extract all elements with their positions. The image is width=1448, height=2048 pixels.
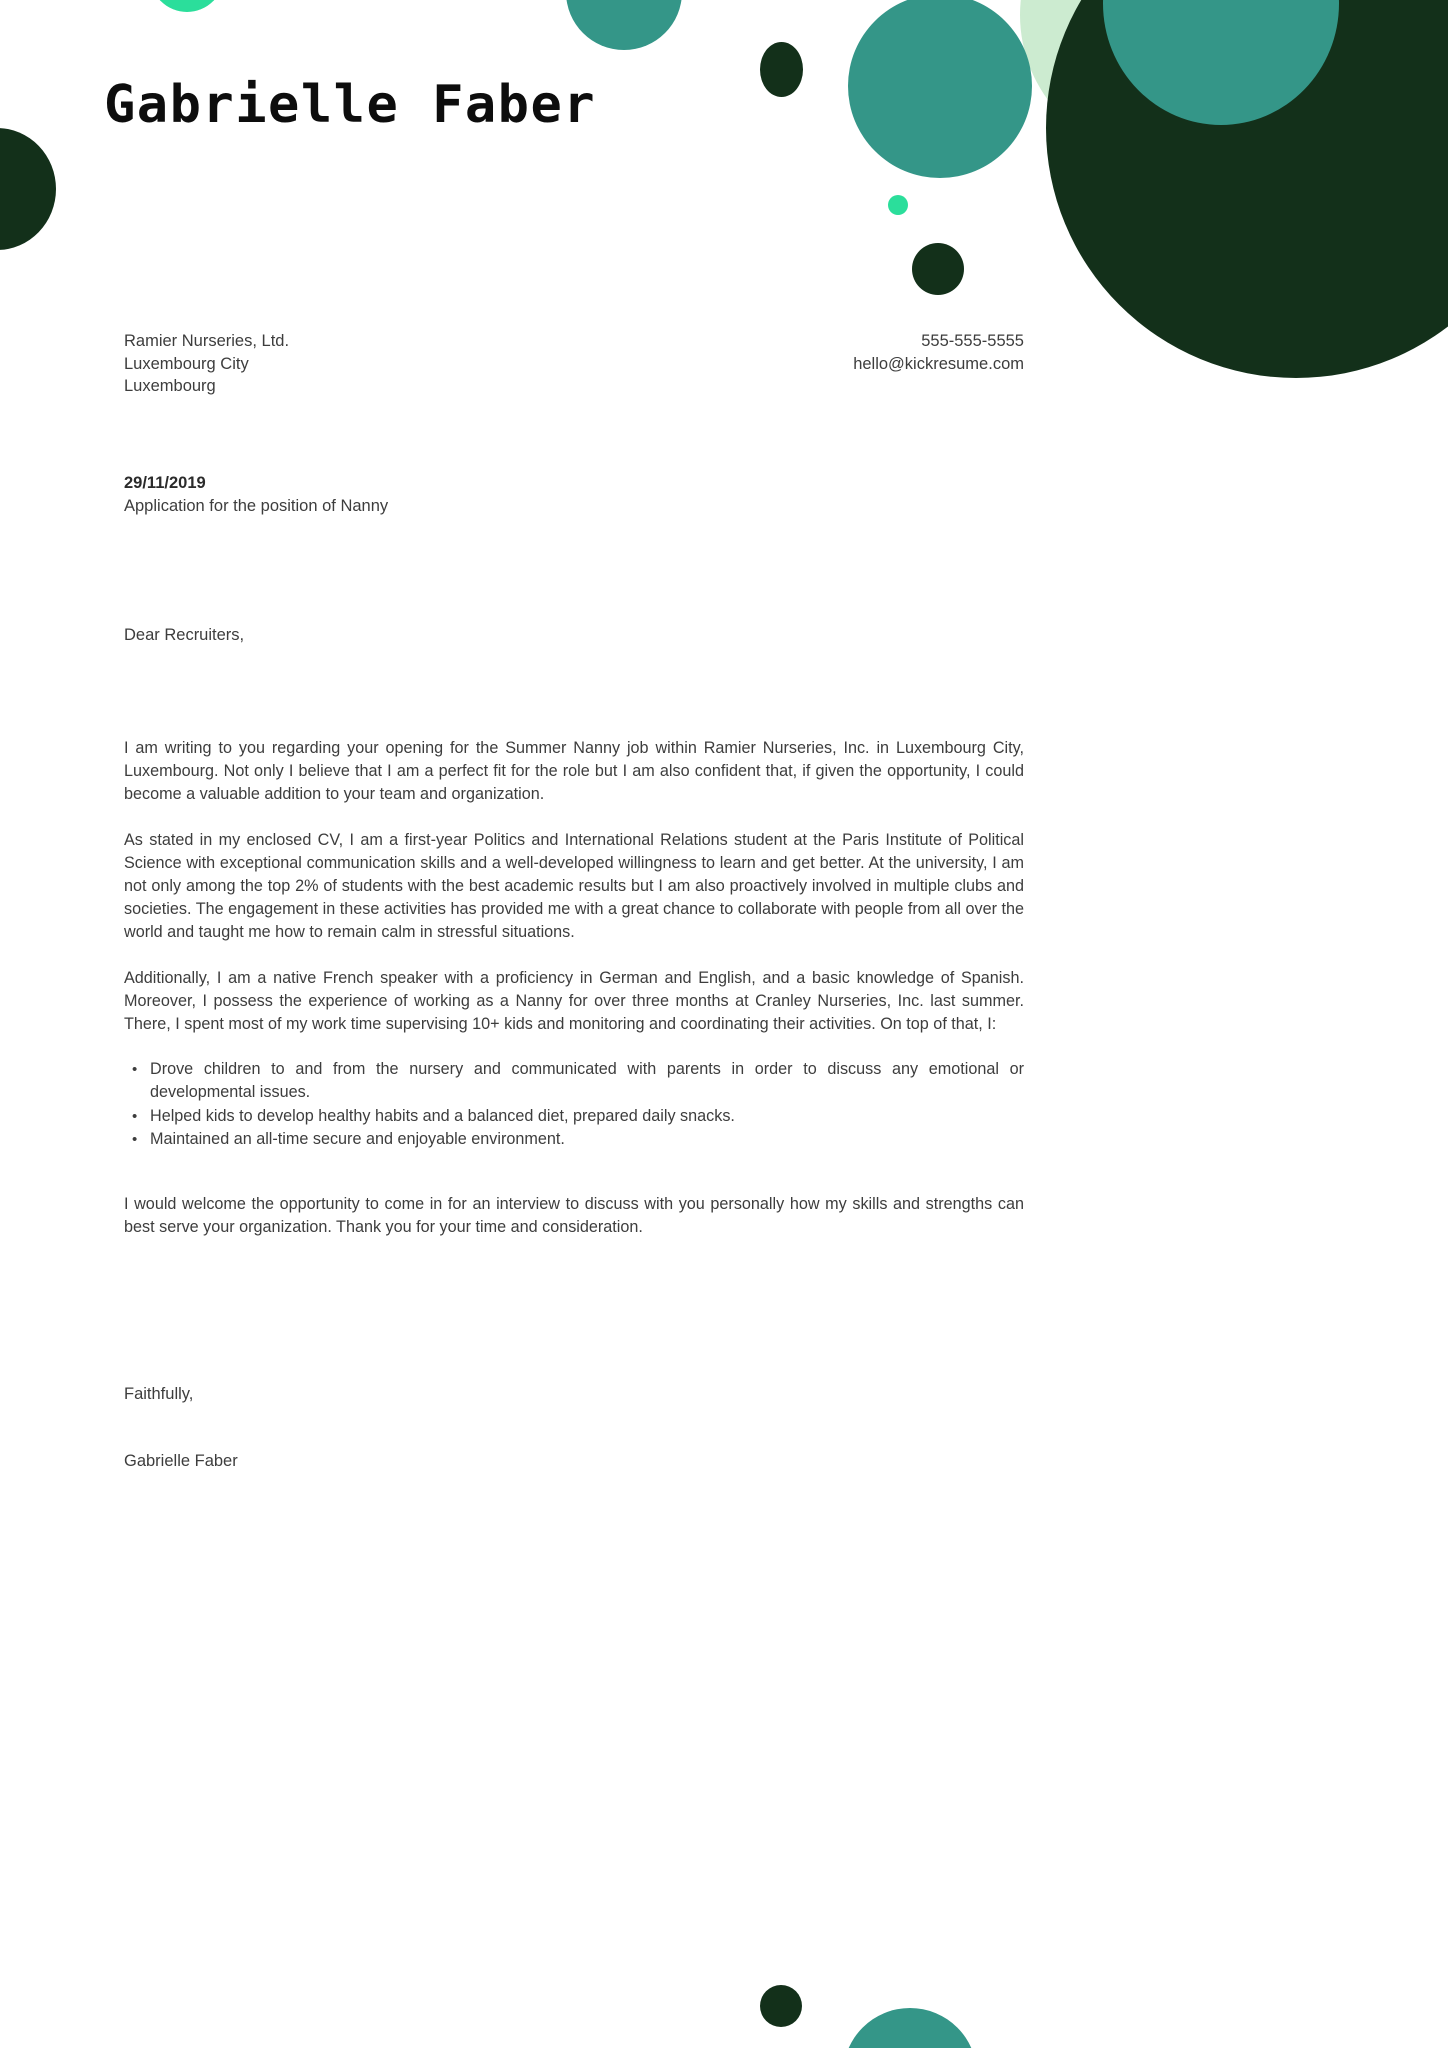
- contact-email[interactable]: hello@kickresume.com: [853, 354, 1024, 373]
- recipient-company: Ramier Nurseries, Ltd.: [124, 332, 290, 350]
- circle-teal-bottom: [843, 2008, 977, 2048]
- contact-phone[interactable]: 555-555-5555: [921, 332, 1024, 350]
- circle-dark-green-bottom: [760, 1985, 802, 2027]
- letter-meta-block: [124, 472, 388, 517]
- letter-signoff: Faithfully,: [124, 1385, 194, 1403]
- letter-paragraph: As stated in my enclosed CV, I am a first-year Politics and International Relations student at the Paris Institute of Political Science with exceptional communication skills and a well-developed willingness to learn and get better. At the university, I am not only among the top 2% of students with the best academic results but I am also proactively involved in multiple clubs and societies. The engagement in these activities has provided me with a great chance to collaborate with people from all over the world and taught me how to remain calm in stressful situations.: [124, 830, 1024, 942]
- recipient-country: Luxembourg: [124, 377, 216, 396]
- letter-bullet-list: [124, 1058, 1024, 1151]
- recipient-address-block: [124, 330, 289, 398]
- recipient-city: Luxembourg City: [124, 354, 249, 373]
- letter-signature-name: Gabrielle Faber: [124, 1452, 238, 1470]
- circle-dark-green-left-edge: [0, 128, 56, 250]
- letter-closing-paragraph: I would welcome the opportunity to come in for an interview to discuss with you personally how my skills and strengths can best serve your organization. Thank you for your time and consideration.: [124, 1195, 1024, 1237]
- circle-mint-dot-right: [888, 195, 908, 215]
- list-item: • Drove children to and from the nursery and communicated with parents in order to discuss any emotional or developmental issues.: [150, 1058, 1024, 1104]
- letter-paragraph: Additionally, I am a native French speaker with a proficiency in German and English, and a basic knowledge of Spanish. Moreover, I possess the experience of working as a Nanny for over three months at Cranley Nurseries, Inc. last summer. There, I spent most of my work time supervising 10+ kids and monitoring and coordinating their activities. On top of that, I:: [124, 968, 1024, 1034]
- letter-body: [124, 737, 1024, 1261]
- letter-salutation: Dear Recruiters,: [124, 626, 245, 644]
- letter-paragraph: I am writing to you regarding your opening for the Summer Nanny job within Ramier Nurseries, Inc. in Luxembourg City, Luxembourg. Not only I believe that I am a perfect fit for the role but I am also confident that, if given the opportunity, I could become a valuable addition to your team and organization.: [124, 739, 1024, 804]
- circle-mint-top-right: [1172, 0, 1316, 48]
- circle-teal-top-mid: [566, 0, 682, 50]
- list-item: • Maintained an all-time secure and enjoyable environment.: [150, 1128, 1024, 1151]
- circle-dark-green-large-right: [1046, 0, 1448, 378]
- address-row: [124, 330, 1024, 398]
- circle-light-mint-top-right: [1020, 0, 1306, 158]
- sender-contact-block: [853, 330, 1024, 375]
- circle-dark-green-small-upper: [760, 42, 803, 97]
- letter-date: 29/11/2019: [124, 474, 206, 492]
- circle-teal-large-right: [848, 0, 1032, 178]
- circle-dark-green-small-right: [912, 243, 964, 295]
- circle-teal-xlarge-right: [1103, 0, 1339, 125]
- list-item: • Helped kids to develop healthy habits and a balanced diet, prepared daily snacks.: [150, 1105, 1024, 1128]
- circle-mint-top-left: [150, 0, 224, 12]
- letter-subject: Application for the position of Nanny: [124, 496, 389, 515]
- page-title: Gabrielle Faber: [104, 75, 597, 135]
